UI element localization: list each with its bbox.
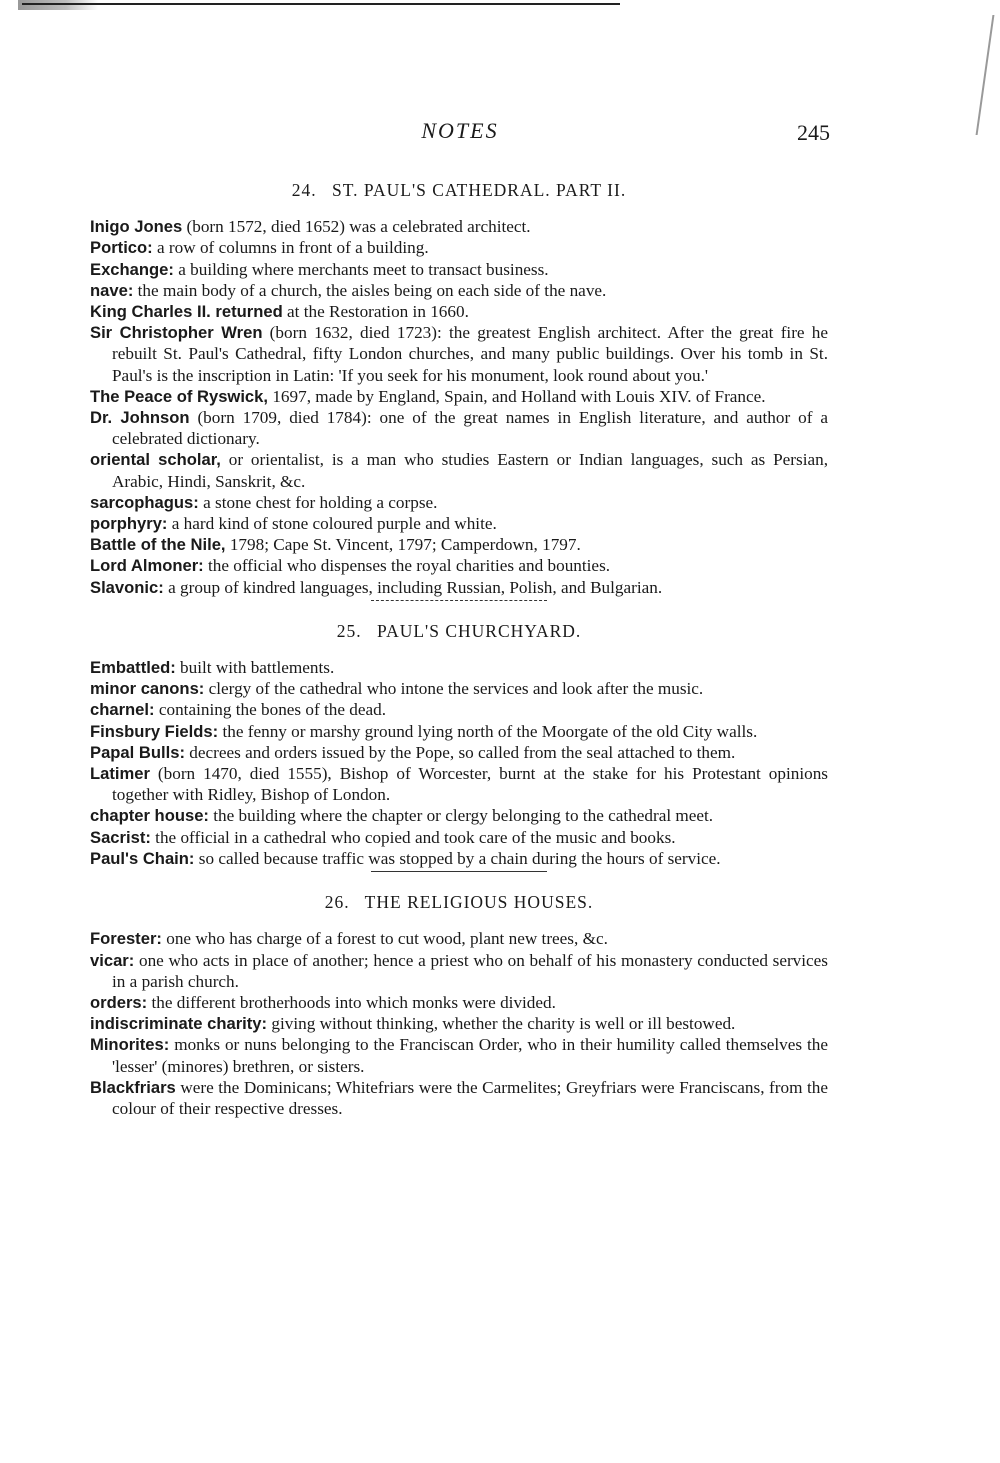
note-text: so called because traffic was stopped by a chain during the hours of service. [194,848,721,868]
page-number: 245 [797,120,830,145]
note-term: minor canons: [90,679,205,699]
note-term: charnel: [90,700,155,720]
note-text: a hard kind of stone coloured purple and white. [167,514,497,534]
section-heading [90,180,828,201]
note-entry [90,657,828,678]
note-text: a group of kindred languages, including Russian, Polish, and Bulgarian. [163,577,663,597]
note-term: Exchange: [90,259,174,279]
note-term: sarcophagus: [90,492,199,512]
note-entry [90,848,828,869]
section-title: THE RELIGIOUS HOUSES. [364,892,594,913]
note-term: chapter house: [90,806,209,826]
note-term: Finsbury Fields: [90,721,219,741]
note-term: Slavonic: [90,577,164,597]
note-term: Lord Almoner: [90,556,204,576]
note-text: the main body of a church, the aisles being on each side of the nave. [133,280,607,300]
section-number: 25. [336,620,362,641]
note-term: Paul's Chain: [90,848,195,868]
note-text: the building where the chapter or clergy belonging to the cathedral meet. [208,806,714,826]
note-entry [90,534,828,555]
note-text: or orientalist, is a man who studies Eastern or Indian languages, such as Persian, Arabic, Hindi, Sanskrit, &c. [112,450,828,491]
note-term: oriental scholar, [90,450,221,470]
note-term: Embattled: [90,658,176,678]
section-26 [90,892,828,1119]
note-text: a stone chest for holding a corpse. [198,492,438,512]
note-entry [90,763,828,805]
section-heading [90,621,828,642]
note-text: monks or nuns belonging to the Franciscan Order, who in their humility called themselves the 'lesser' (minores) brethren, or sisters. [112,1035,828,1076]
note-entry [90,237,828,258]
note-term: Minorites: [90,1035,170,1055]
notes-content [90,180,828,1119]
section-title: ST. PAUL'S CATHEDRAL. PART II. [332,180,627,200]
note-text: were the Dominicans; Whitefriars were the Carmelites; Greyfriars were Franciscans, from the colour of their respective dresses. [112,1077,828,1118]
running-head-title: NOTES [421,118,499,143]
note-entry [90,555,828,576]
note-text: one who acts in place of another; hence a priest who on behalf of his monastery conducted services in a parish church. [112,950,828,991]
note-entry [90,805,828,826]
note-text: 1798; Cape St. Vincent, 1797; Camperdown, 1797. [225,535,581,555]
top-edge-smudge [18,0,98,10]
top-edge-rule [22,3,620,5]
section-divider [371,600,547,601]
note-entry [90,721,828,742]
note-entry [90,699,828,720]
running-head [90,116,830,152]
note-text: decrees and orders issued by the Pope, so called from the seal attached to them. [184,742,736,762]
section-number: 26. [324,892,350,913]
section-24 [90,180,828,601]
note-text: 1697, made by England, Spain, and Holland with Louis XIV. of France. [268,386,766,406]
note-term: Inigo Jones [90,217,183,237]
section-number: 24. [291,180,317,200]
note-entry [90,1077,828,1119]
note-term: orders: [90,992,148,1012]
note-term: Blackfriars [90,1077,176,1097]
note-entry [90,992,828,1013]
note-entry [90,577,828,598]
note-term: Portico: [90,238,153,258]
note-text: clergy of the cathedral who intone the services and look after the music. [204,679,704,699]
note-term: Sacrist: [90,827,151,847]
note-term: vicar: [90,950,135,970]
note-text: (born 1470, died 1555), Bishop of Worcester, burnt at the stake for his Protestant opinions together with Ridley, Bishop of London. [112,764,828,805]
note-text: a row of columns in front of a building. [152,238,429,258]
note-text: containing the bones of the dead. [154,700,387,720]
note-term: Latimer [90,764,150,784]
note-entry [90,322,828,386]
section-heading [90,892,828,913]
note-text: a building where merchants meet to transact business. [173,259,549,279]
note-entry [90,950,828,992]
note-entry [90,386,828,407]
note-term: porphyry: [90,514,168,534]
page-edge-mark [976,15,1000,135]
note-term: Sir Christopher Wren [90,323,263,343]
note-text: the different brotherhoods into which monks were divided. [147,992,556,1012]
note-term: Dr. Johnson [90,408,190,428]
section-25 [90,621,828,872]
note-text: (born 1572, died 1652) was a celebrated architect. [182,217,531,237]
note-text: the official in a cathedral who copied and took care of the music and books. [150,827,676,847]
note-entry [90,280,828,301]
section-title: PAUL'S CHURCHYARD. [376,620,582,641]
note-term: nave: [90,280,134,300]
note-term: Forester: [90,929,162,949]
note-entry [90,678,828,699]
note-text: (born 1709, died 1784): one of the great names in English literature, and author of a celebrated dictionary. [112,408,828,449]
note-text: built with battlements. [175,658,335,678]
note-entry [90,1013,828,1034]
note-entry [90,827,828,848]
note-entry [90,742,828,763]
note-entry [90,259,828,280]
note-term: The Peace of Ryswick, [90,386,269,406]
note-text: the official who dispenses the royal charities and bounties. [203,556,611,576]
note-term: indiscriminate charity: [90,1014,268,1034]
note-text: one who has charge of a forest to cut wood, plant new trees, &c. [161,929,608,949]
note-term: Battle of the Nile, [90,535,226,555]
note-entry [90,301,828,322]
note-entry [90,449,828,491]
note-entry [90,928,828,949]
note-term: Papal Bulls: [90,742,185,762]
note-entry [90,216,828,237]
note-entry [90,513,828,534]
note-entry [90,407,828,449]
note-text: giving without thinking, whether the charity is well or ill bestowed. [267,1014,736,1034]
note-text: the fenny or marshy ground lying north of the Moorgate of the old City walls. [218,721,758,741]
note-text: (born 1632, died 1723): the greatest English architect. After the great fire he rebuilt St. Paul's Cathedral, fifty London churches, and many public buildings. Over his tomb in St. Paul's is the inscription in Latin: 'If you seek for his monument, look round about you.' [112,323,829,385]
note-entry [90,1034,828,1076]
section-divider [371,871,547,872]
note-entry [90,492,828,513]
note-term: King Charles II. returned [90,302,283,322]
note-text: at the Restoration in 1660. [282,302,469,322]
